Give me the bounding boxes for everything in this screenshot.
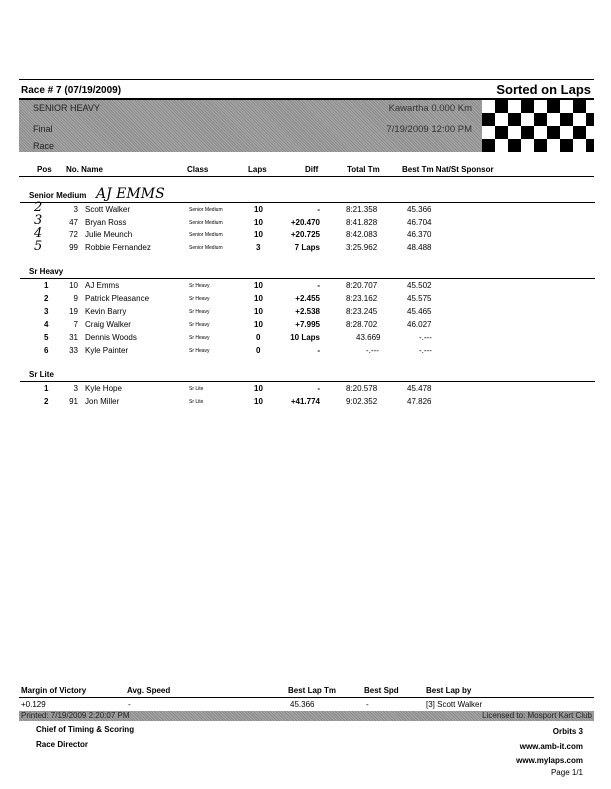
cell-laps: 3 bbox=[256, 243, 261, 252]
cell-name: Bryan Ross bbox=[85, 218, 127, 227]
cell-diff: +2.538 bbox=[295, 307, 320, 316]
cell-no: 9 bbox=[73, 294, 78, 303]
cell-laps: 10 bbox=[254, 294, 263, 303]
cell-name: Kyle Painter bbox=[85, 346, 129, 355]
header-top-rule bbox=[19, 79, 594, 80]
best-lap-tm-label: Best Lap Tm bbox=[288, 686, 337, 695]
cell-pos: 1 bbox=[44, 384, 49, 393]
cell-class: Sr Heavy bbox=[189, 283, 210, 289]
cell-class: Sr Heavy bbox=[189, 309, 210, 315]
col-diff: Diff bbox=[305, 165, 319, 174]
cell-class: Sr Heavy bbox=[189, 348, 210, 354]
cell-laps: 10 bbox=[254, 320, 263, 329]
cell-laps: 10 bbox=[254, 230, 263, 239]
cell-diff: 7 Laps bbox=[294, 243, 320, 252]
cell-total: 8:21.358 bbox=[346, 205, 378, 214]
cell-class: Sr Lite bbox=[189, 399, 204, 405]
cell-diff: +2.455 bbox=[295, 294, 320, 303]
banner-session: Final bbox=[33, 124, 53, 134]
cell-best: 46.370 bbox=[407, 230, 432, 239]
cell-class: Senior Medium bbox=[189, 245, 223, 251]
column-header-rule bbox=[19, 176, 594, 177]
page-number: Page 1/1 bbox=[550, 768, 583, 777]
cell-pos: 2 bbox=[44, 397, 49, 406]
cell-diff: +41.774 bbox=[290, 397, 320, 406]
chief-of-timing: Chief of Timing & Scoring bbox=[36, 725, 135, 734]
cell-no: 99 bbox=[69, 243, 78, 252]
cell-best: -.--- bbox=[419, 346, 432, 355]
vendor-url-2: www.mylaps.com bbox=[516, 756, 583, 765]
cell-no: 31 bbox=[69, 333, 78, 342]
handwritten-position: 2 bbox=[34, 200, 43, 215]
cell-pos: 2 bbox=[44, 294, 49, 303]
cell-total: 3:25.962 bbox=[346, 243, 378, 252]
col-laps: Laps bbox=[248, 165, 267, 174]
banner-track: Kawartha 0.000 Km bbox=[388, 103, 472, 114]
avg-speed-value: - bbox=[128, 700, 131, 709]
footer-rule bbox=[19, 697, 594, 698]
margin-label: Margin of Victory bbox=[21, 686, 87, 695]
best-spd-value: - bbox=[366, 700, 369, 709]
cell-class: Sr Heavy bbox=[189, 322, 210, 328]
cell-diff: +20.725 bbox=[290, 230, 320, 239]
cell-best: 45.575 bbox=[407, 294, 432, 303]
banner-class-name: SENIOR HEAVY bbox=[33, 103, 100, 113]
cell-laps: 10 bbox=[254, 307, 263, 316]
cell-pos: 6 bbox=[44, 346, 49, 355]
group-title-sr-heavy: Sr Heavy bbox=[29, 267, 64, 276]
group-rule bbox=[20, 202, 595, 203]
cell-total: 8:23.245 bbox=[346, 307, 378, 316]
cell-pos: 5 bbox=[44, 333, 49, 342]
handwritten-position: 4 bbox=[34, 226, 43, 241]
cell-name: AJ Emms bbox=[85, 281, 120, 290]
cell-class: Senior Medium bbox=[189, 220, 223, 226]
cell-name: Robbie Fernandez bbox=[85, 243, 151, 252]
vendor-url-1: www.amb-it.com bbox=[519, 742, 583, 751]
group-rule bbox=[20, 381, 595, 382]
cell-diff: +20.470 bbox=[290, 218, 320, 227]
printed-timestamp: Printed: 7/19/2009 2:20:07 PM bbox=[21, 711, 130, 720]
race-title: Race # 7 (07/19/2009) bbox=[21, 85, 122, 96]
col-class: Class bbox=[187, 165, 209, 174]
col-best: Best Tm Nat/St Sponsor bbox=[402, 165, 494, 174]
group-title-sr-lite: Sr Lite bbox=[29, 370, 54, 379]
col-total: Total Tm bbox=[347, 165, 380, 174]
handwritten-position: 3 bbox=[34, 213, 43, 228]
cell-no: 3 bbox=[73, 205, 78, 214]
cell-laps: 10 bbox=[254, 384, 263, 393]
cell-pos: 4 bbox=[44, 320, 49, 329]
cell-best: 46.027 bbox=[407, 320, 432, 329]
banner-type: Race bbox=[33, 141, 55, 151]
cell-best: 45.465 bbox=[407, 307, 432, 316]
cell-pos: 3 bbox=[44, 307, 49, 316]
group-title-senior-medium: Senior Medium bbox=[29, 191, 87, 200]
cell-total: 8:20.707 bbox=[346, 281, 378, 290]
handwritten-position: 5 bbox=[34, 239, 43, 254]
license-info: Licensed to: Mosport Kart Club bbox=[482, 711, 592, 720]
cell-laps: 0 bbox=[256, 346, 261, 355]
cell-best: 47.826 bbox=[407, 397, 432, 406]
cell-total: 8:42.083 bbox=[346, 230, 378, 239]
cell-total: 43.669 bbox=[356, 333, 381, 342]
best-lap-by-label: Best Lap by bbox=[426, 686, 472, 695]
cell-best: 46.704 bbox=[407, 218, 432, 227]
cell-best: -.--- bbox=[419, 333, 432, 342]
cell-total: 8:41.828 bbox=[346, 218, 378, 227]
cell-no: 33 bbox=[69, 346, 78, 355]
cell-name: Jon Miller bbox=[85, 397, 120, 406]
checkered-flag bbox=[482, 100, 594, 152]
cell-laps: 10 bbox=[254, 218, 263, 227]
print-info-bar bbox=[19, 711, 594, 721]
cell-no: 7 bbox=[73, 320, 78, 329]
cell-no: 91 bbox=[69, 397, 78, 406]
banner-datetime: 7/19/2009 12:00 PM bbox=[386, 124, 472, 135]
sort-label: Sorted on Laps bbox=[496, 82, 591, 97]
cell-no: 10 bbox=[69, 281, 78, 290]
cell-total: 9:02.352 bbox=[346, 397, 378, 406]
best-lap-by-value: [3] Scott Walker bbox=[426, 700, 483, 709]
cell-class: Sr Heavy bbox=[189, 296, 210, 302]
cell-name: Dennis Woods bbox=[85, 333, 137, 342]
cell-best: 48.488 bbox=[407, 243, 432, 252]
best-lap-tm-value: 45.366 bbox=[290, 700, 315, 709]
cell-class: Senior Medium bbox=[189, 232, 223, 238]
cell-name: Kevin Barry bbox=[85, 307, 127, 316]
cell-diff: 10 Laps bbox=[290, 333, 320, 342]
margin-value: +0.129 bbox=[21, 700, 46, 709]
col-no-name: No. Name bbox=[66, 165, 103, 174]
cell-best: 45.502 bbox=[407, 281, 432, 290]
cell-diff: +7.995 bbox=[295, 320, 320, 329]
cell-laps: 10 bbox=[254, 397, 263, 406]
cell-diff: - bbox=[317, 281, 320, 290]
cell-name: Julie Meunch bbox=[85, 230, 133, 239]
cell-total: 8:20.578 bbox=[346, 384, 378, 393]
cell-laps: 10 bbox=[254, 281, 263, 290]
cell-total: 8:23.162 bbox=[346, 294, 378, 303]
best-spd-label: Best Spd bbox=[364, 686, 399, 695]
cell-class: Sr Lite bbox=[189, 386, 204, 392]
cell-no: 3 bbox=[73, 384, 78, 393]
cell-total: -.--- bbox=[366, 346, 379, 355]
cell-diff: - bbox=[317, 346, 320, 355]
race-director: Race Director bbox=[36, 740, 89, 749]
cell-name: Craig Walker bbox=[85, 320, 131, 329]
cell-no: 47 bbox=[69, 218, 78, 227]
cell-diff: - bbox=[317, 384, 320, 393]
software-version: Orbits 3 bbox=[552, 727, 583, 736]
cell-laps: 0 bbox=[256, 333, 261, 342]
cell-class: Sr Heavy bbox=[189, 335, 210, 341]
cell-laps: 10 bbox=[254, 205, 263, 214]
cell-no: 19 bbox=[69, 307, 78, 316]
cell-class: Senior Medium bbox=[189, 207, 223, 213]
group-rule bbox=[20, 278, 595, 279]
cell-name: Scott Walker bbox=[85, 205, 131, 214]
avg-speed-label: Avg. Speed bbox=[127, 686, 171, 695]
cell-name: Kyle Hope bbox=[85, 384, 122, 393]
col-pos: Pos bbox=[37, 165, 52, 174]
cell-diff: - bbox=[317, 205, 320, 214]
cell-name: Patrick Pleasance bbox=[85, 294, 150, 303]
handwritten-note: AJ EMMS bbox=[96, 186, 165, 202]
cell-no: 72 bbox=[69, 230, 78, 239]
session-banner bbox=[19, 100, 594, 152]
cell-best: 45.366 bbox=[407, 205, 432, 214]
cell-pos: 1 bbox=[44, 281, 49, 290]
cell-total: 8:28.702 bbox=[346, 320, 378, 329]
cell-best: 45.478 bbox=[407, 384, 432, 393]
